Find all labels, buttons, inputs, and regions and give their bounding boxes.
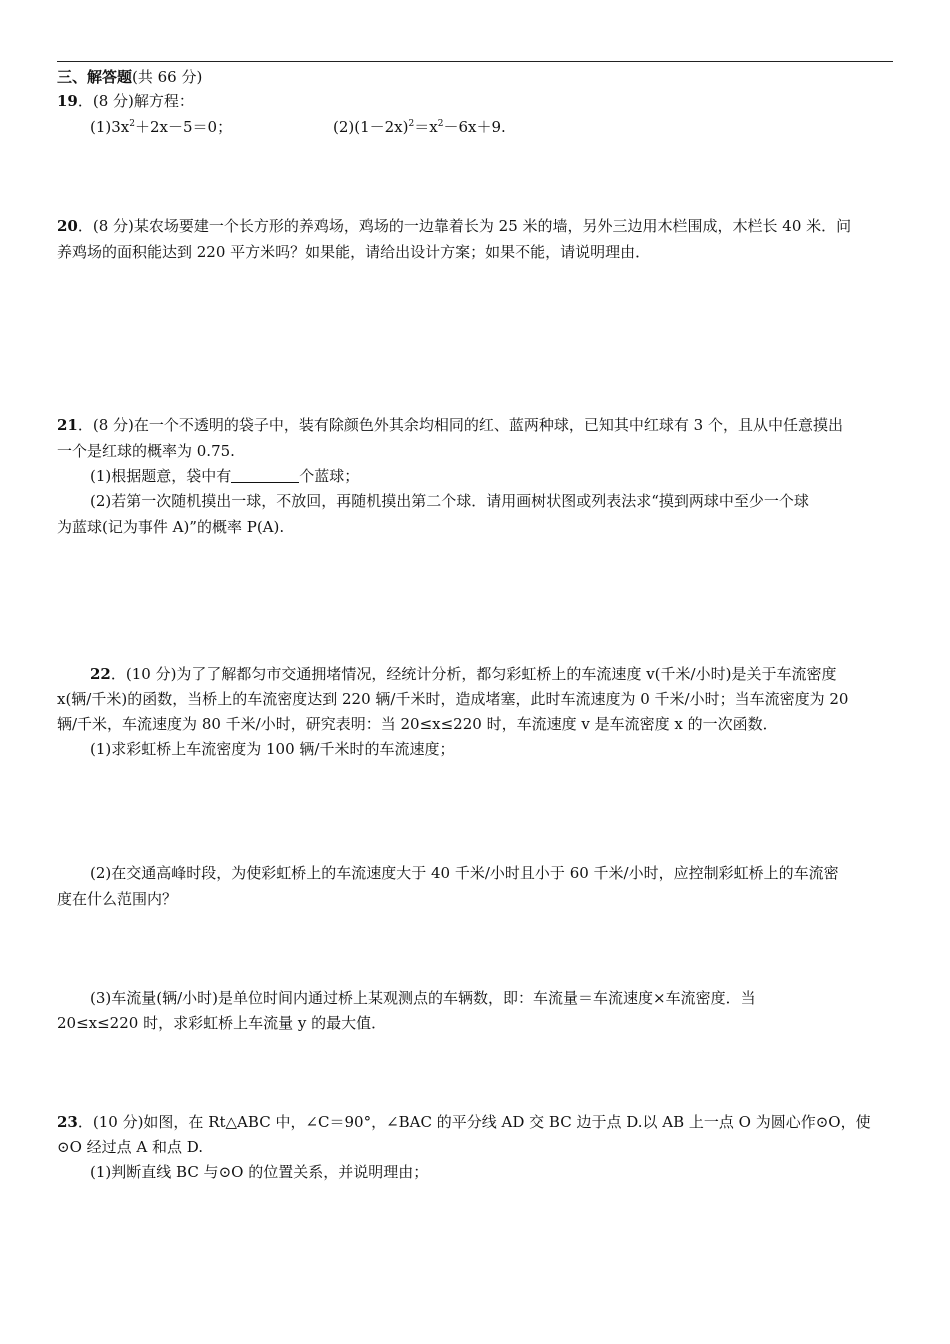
q19-part1: $(1)3x^2+2x-5=0$； — [90, 118, 233, 136]
q19-stem: 19．(8 分)解方程： — [57, 92, 194, 110]
q22-line2: x(辆/千米)的函数，当桥上的车流密度达到 220 辆/千米时，造成堵塞，此时车流速度为 0 千米/小时；当车流密度为 20 — [57, 690, 849, 708]
q21-line2: 一个是红球的概率为 0.75. — [57, 442, 235, 460]
q22-part1: (1)求彩虹桥上车流密度为 100 辆/千米时的车流速度； — [90, 740, 455, 758]
section-points: (共 66 分) — [132, 68, 203, 86]
q19-number: 19 — [57, 92, 78, 110]
q23-number: 23 — [57, 1113, 78, 1131]
q22-part3-line2: 20≤x≤220 时，求彩虹桥上车流量 y 的最大值． — [57, 1014, 387, 1032]
q21-part2-line1: (2)若第一次随机摸出一球，不放回，再随机摸出第二个球．请用画树状图或列表法求“摸到两球中至少一个球 — [90, 492, 809, 510]
q22-part3-line1: (3)车流量(辆/小时)是单位时间内通过桥上某观测点的车辆数，即：车流量＝车流速度×车流密度．当 — [90, 989, 756, 1007]
q21-number: 21 — [57, 416, 78, 434]
q19-part2: $(2)(1-2x)^2=x^2-6x+9$. — [333, 118, 506, 136]
section-heading — [57, 66, 202, 88]
top-rule — [57, 61, 893, 62]
q22-line3: 辆/千米，车流速度为 80 千米/小时，研究表明：当 20≤x≤220 时，车流速度 v 是车流密度 x 的一次函数． — [57, 715, 778, 733]
q21-line1: 21．(8 分)在一个不透明的袋子中，装有除颜色外其余均相同的红、蓝两种球，已知其中红球有 3 个，且从中任意摸出 — [57, 416, 843, 434]
q22-part2-line1: (2)在交通高峰时段，为使彩虹桥上的车流速度大于 40 千米/小时且小于 60 千米/小时，应控制彩虹桥上的车流密 — [90, 864, 839, 882]
q23-part1: (1)判断直线 BC 与⊙O 的位置关系，并说明理由； — [90, 1163, 429, 1181]
q20-line1: 20．(8 分)某农场要建一个长方形的养鸡场，鸡场的一边靠着长为 25 米的墙，另外三边用木栏围成，木栏长 40 米．问 — [57, 217, 852, 235]
q22-number: 22 — [90, 665, 111, 683]
q23-line2: ⊙O 经过点 A 和点 D. — [57, 1138, 204, 1156]
q21-part1: (1)根据题意，袋中有 个蓝球； — [90, 467, 360, 485]
q22-part2-line2: 度在什么范围内？ — [57, 890, 178, 908]
q20-line2: 养鸡场的面积能达到 220 平方米吗？如果能，请给出设计方案；如果不能，请说明理由． — [57, 243, 651, 261]
q23-line1: 23．(10 分)如图，在 Rt△ABC 中，∠C＝90°，∠BAC 的平分线 AD 交 BC 边于点 D.以 AB 上一点 O 为圆心作⊙O，使 — [57, 1113, 871, 1131]
q21-part2-line2: 为蓝球(记为事件 A)”的概率 P(A). — [57, 518, 285, 536]
q22-line1: 22．(10 分)为了了解都匀市交通拥堵情况，经统计分析，都匀彩虹桥上的车流速度 v(千米/小时)是关于车流密度 — [90, 665, 837, 683]
q20-number: 20 — [57, 217, 78, 235]
answer-blank[interactable] — [231, 468, 299, 483]
section-title: 三、解答题 — [57, 68, 133, 86]
